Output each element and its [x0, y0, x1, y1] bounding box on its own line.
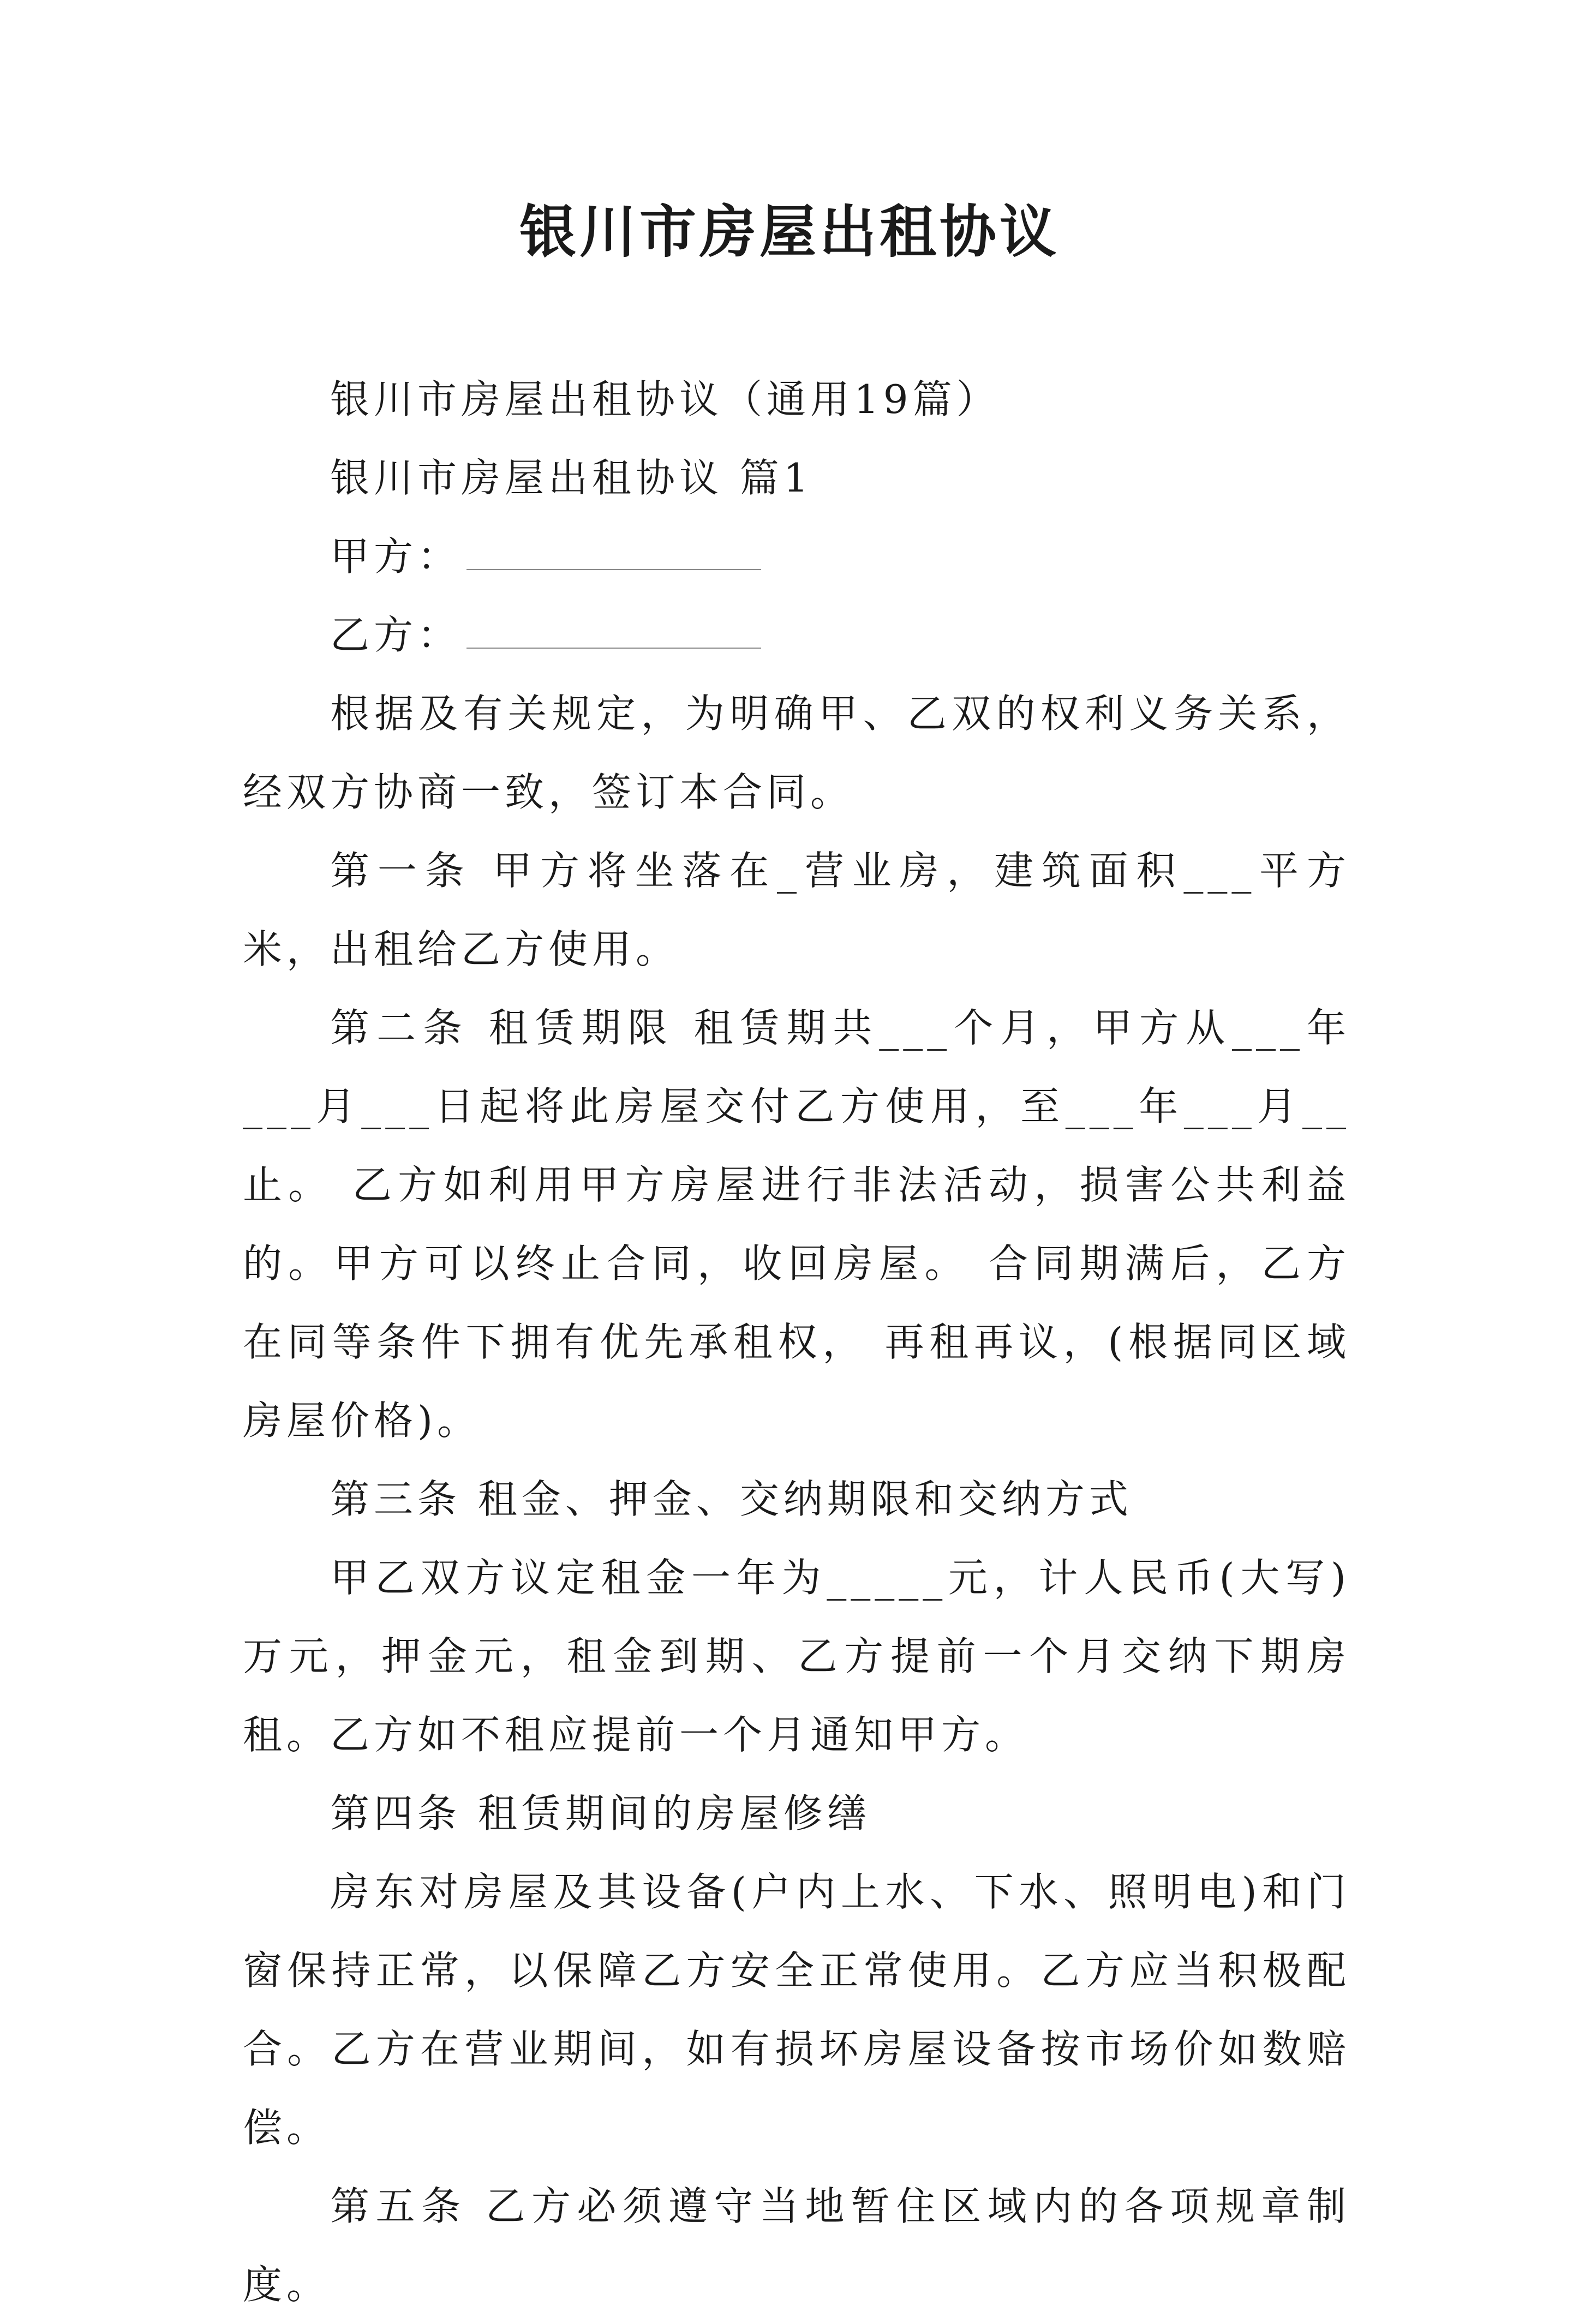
party-b-row [243, 596, 1350, 674]
party-a-row [243, 517, 1350, 596]
party-b-label: 乙方： [330, 612, 462, 658]
paragraph: 甲乙双方议定租金一年为_____元，计人民币(大写)万元，押金元，租金到期、乙方提前一个月交纳下期房租。乙方如不租应提前一个月通知甲方。 [243, 1555, 1350, 1758]
party-a-label: 甲方： [330, 534, 462, 579]
party-a-blank [466, 536, 761, 570]
paragraph: 第四条 租赁期间的房屋修缮 [330, 1790, 871, 1836]
document-title: 银川市房屋出租协议 [519, 198, 1060, 265]
paragraph: 第二条 租赁期限 租赁期共___个月，甲方从___年___月___日起将此房屋交付乙方使用，至___年___月__止。 乙方如利用甲方房屋进行非法活动，损害公共利益的。甲方可以终止合同，收回房屋。 合同期满后，乙方在同等条件下拥有优先承租权， 再租再议，(根据同区域房屋价格)。 [243, 1005, 1350, 1443]
document-body [243, 360, 1350, 2324]
paragraph: 房东对房屋及其设备(户内上水、下水、照明电)和门窗保持正常，以保障乙方安全正常使用。乙方应当积极配合。乙方在营业期间，如有损坏房屋设备按市场价如数赔偿。 [243, 1869, 1350, 2151]
section-heading: 银川市房屋出租协议 篇1 [330, 455, 813, 501]
paragraph: 根据及有关规定，为明确甲、乙双的权利义务关系，经双方协商一致，签订本合同。 [243, 691, 1350, 815]
document-subtitle: 银川市房屋出租协议（通用19篇） [330, 376, 1000, 422]
paragraph: 第五条 乙方必须遵守当地暂住区域内的各项规章制度。 [243, 2183, 1350, 2308]
paragraph: 第一条 甲方将坐落在_营业房，建筑面积___平方米，出租给乙方使用。 [243, 848, 1350, 972]
paragraph: 第三条 租金、押金、交纳期限和交纳方式 [330, 1476, 1133, 1522]
party-b-blank [466, 615, 761, 649]
